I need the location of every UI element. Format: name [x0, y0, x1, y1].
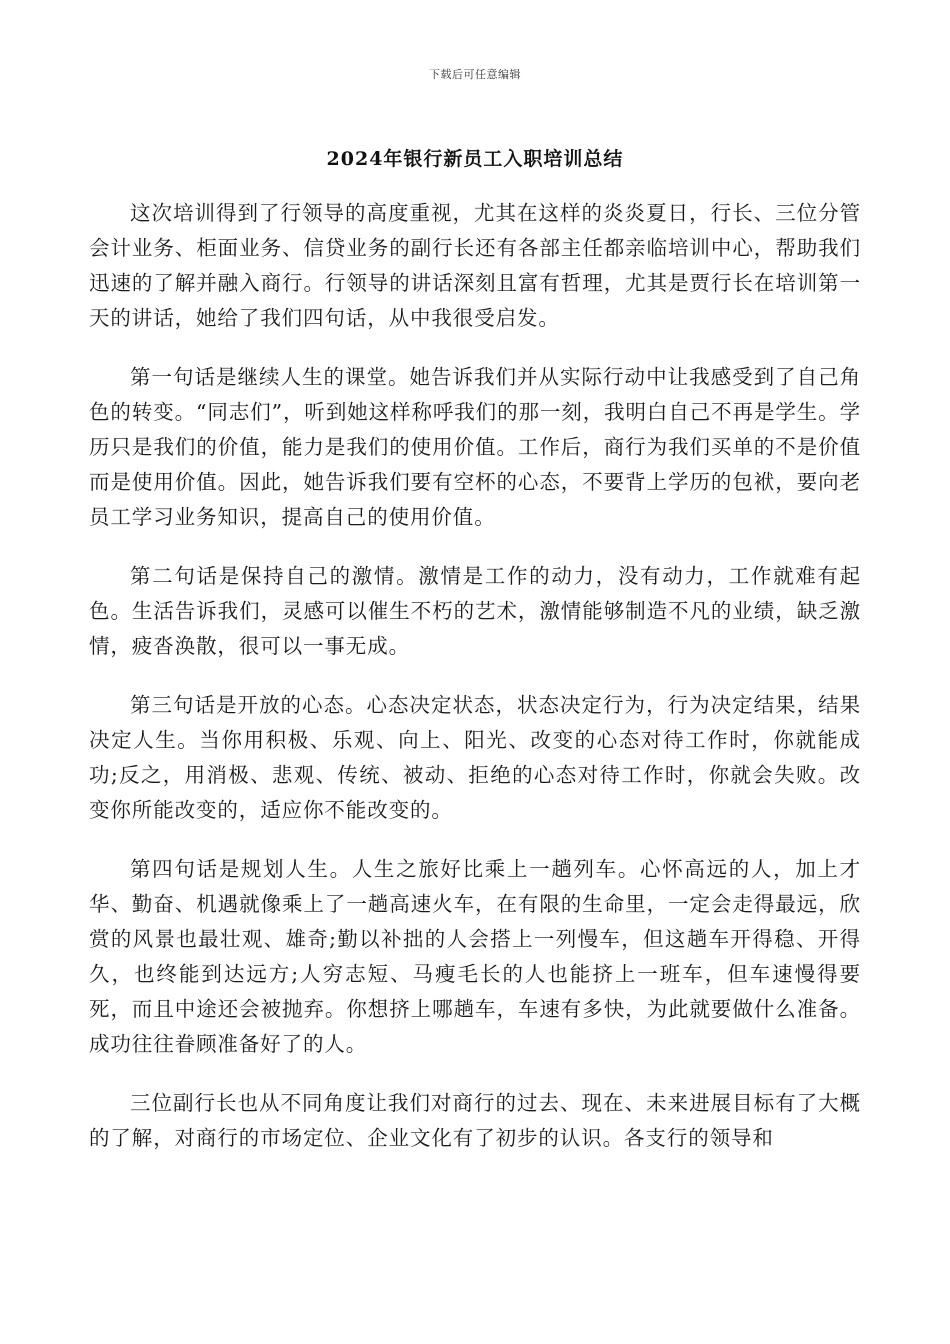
paragraph-2: 第一句话是继续人生的课堂。她告诉我们并从实际行动中让我感受到了自己角色的转变。“同志们”，听到她这样称呼我们的那一刻，我明白自己不再是学生。学历只是我们的价值，能力是我们的使用价值。工作后，商行为我们买单的不是价值而是使用价值。因此，她告诉我们要有空杯的心态，不要背上学历的包袱，要向老员工学习业务知识，提高自己的使用价值。 [89, 365, 861, 529]
header-note: 下载后可任意编辑 [429, 68, 521, 81]
document-title: 2024年银行新员工入职培训总结 [326, 148, 624, 170]
paragraph-3: 第二句话是保持自己的激情。激情是工作的动力，没有动力，工作就难有起色。生活告诉我们，灵感可以催生不朽的艺术，激情能够制造不凡的业绩，缺乏激情，疲沓涣散，很可以一事无成。 [89, 564, 861, 658]
document-body [89, 196, 861, 1180]
paragraph-1: 这次培训得到了行领导的高度重视，尤其在这样的炎炎夏日，行长、三位分管会计业务、柜面业务、信贷业务的副行长还有各部主任都亲临培训中心，帮助我们迅速的了解并融入商行。行领导的讲话深刻且富有哲理，尤其是贾行长在培训第一天的讲话，她给了我们四句话，从中我很受启发。 [89, 201, 861, 330]
paragraph-4: 第三句话是开放的心态。心态决定状态，状态决定行为，行为决定结果，结果决定人生。当你用积极、乐观、向上、阳光、改变的心态对待工作时，你就能成功;反之，用消极、悲观、传统、被动、拒绝的心态对待工作时，你就会失败。改变你所能改变的，适应你不能改变的。 [89, 693, 861, 822]
paragraph-5: 第四句话是规划人生。人生之旅好比乘上一趟列车。心怀高远的人，加上才华、勤奋、机遇就像乘上了一趟高速火车，在有限的生命里，一定会走得最远，欣赏的风景也最壮观、雄奇;勤以补拙的人会搭上一列慢车，但这趟车开得稳、开得久，也终能到达远方;人穷志短、马瘦毛长的人也能挤上一班车，但车速慢得要死，而且中途还会被抛弃。你想挤上哪趟车，车速有多快，为此就要做什么准备。成功往往眷顾准备好了的人。 [89, 857, 861, 1056]
paragraph-6: 三位副行长也从不同角度让我们对商行的过去、现在、未来进展目标有了大概的了解，对商行的市场定位、企业文化有了初步的认识。各支行的领导和 [89, 1091, 861, 1150]
